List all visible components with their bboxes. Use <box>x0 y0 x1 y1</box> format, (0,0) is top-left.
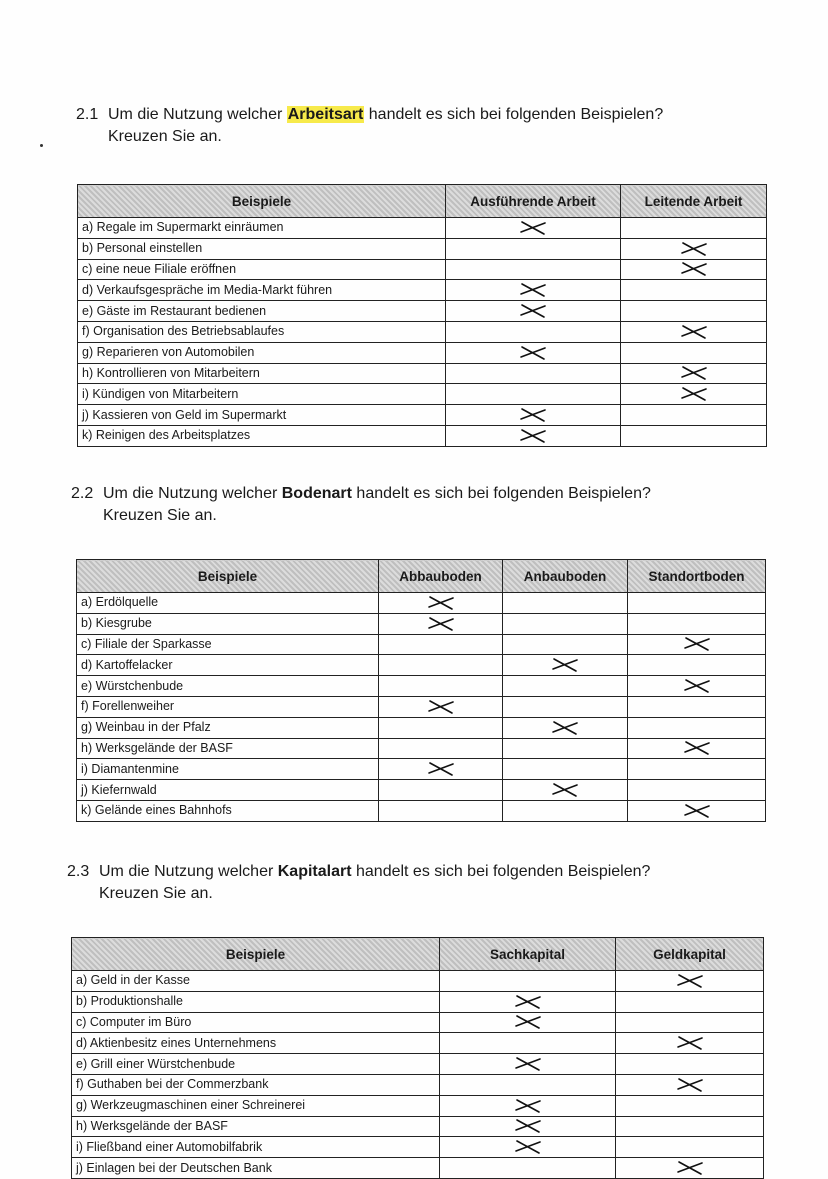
table-row <box>77 800 766 821</box>
table-arbeitsart <box>77 184 767 447</box>
check-cross-mark <box>677 363 711 384</box>
checkbox-cell[interactable] <box>440 1116 616 1137</box>
checkbox-cell[interactable] <box>440 1074 616 1095</box>
example-label: k) Reinigen des Arbeitsplatzes <box>78 425 446 446</box>
checkbox-cell[interactable] <box>503 800 628 821</box>
check-cross-mark <box>511 1095 545 1116</box>
example-label: e) Würstchenbude <box>77 676 379 697</box>
example-label: b) Produktionshalle <box>72 991 440 1012</box>
column-header: Ausführende Arbeit <box>446 185 621 218</box>
example-label: h) Werksgelände der BASF <box>72 1116 440 1137</box>
table-row <box>78 405 767 426</box>
table-row <box>72 1074 764 1095</box>
table-row <box>72 1054 764 1075</box>
column-header: Sachkapital <box>440 938 616 971</box>
checkbox-cell[interactable] <box>379 696 503 717</box>
checkbox-cell[interactable] <box>628 717 766 738</box>
checkbox-cell[interactable] <box>616 971 764 992</box>
check-cross-mark <box>511 991 545 1012</box>
table-row <box>78 425 767 446</box>
table-row <box>77 738 766 759</box>
checkbox-cell[interactable] <box>503 655 628 676</box>
question-2-3 <box>67 861 650 905</box>
checkbox-cell[interactable] <box>446 405 621 426</box>
check-cross-mark <box>680 634 714 655</box>
checkbox-cell[interactable] <box>503 738 628 759</box>
checkbox-cell[interactable] <box>628 780 766 801</box>
column-header: Leitende Arbeit <box>621 185 767 218</box>
column-header: Beispiele <box>77 560 379 593</box>
checkbox-cell[interactable] <box>628 634 766 655</box>
question-instruction: Kreuzen Sie an. <box>108 128 222 145</box>
checkbox-cell[interactable] <box>616 1137 764 1158</box>
checkbox-cell[interactable] <box>628 696 766 717</box>
table-row <box>78 384 767 405</box>
checkbox-cell[interactable] <box>621 301 767 322</box>
table-row <box>77 655 766 676</box>
checkbox-cell[interactable] <box>628 593 766 614</box>
check-cross-mark <box>511 1054 545 1075</box>
check-cross-mark <box>516 425 550 446</box>
example-label: c) eine neue Filiale eröffnen <box>78 259 446 280</box>
question-number: 2.1 <box>76 106 99 123</box>
checkbox-cell[interactable] <box>446 301 621 322</box>
checkbox-cell[interactable] <box>616 1095 764 1116</box>
checkbox-cell[interactable] <box>379 759 503 780</box>
example-label: k) Gelände eines Bahnhofs <box>77 800 379 821</box>
check-cross-mark <box>516 301 550 322</box>
checkbox-cell[interactable] <box>446 425 621 446</box>
table-row <box>77 593 766 614</box>
example-label: b) Kiesgrube <box>77 613 379 634</box>
example-label: a) Geld in der Kasse <box>72 971 440 992</box>
checkbox-cell[interactable] <box>621 384 767 405</box>
example-label: c) Filiale der Sparkasse <box>77 634 379 655</box>
example-label: g) Reparieren von Automobilen <box>78 342 446 363</box>
checkbox-cell[interactable] <box>503 676 628 697</box>
table-row <box>72 1158 764 1179</box>
table-row <box>77 696 766 717</box>
column-header: Anbauboden <box>503 560 628 593</box>
check-cross-mark <box>516 342 550 363</box>
check-cross-mark <box>516 405 550 426</box>
checkbox-cell[interactable] <box>379 613 503 634</box>
checkbox-cell[interactable] <box>379 800 503 821</box>
check-cross-mark <box>680 738 714 759</box>
checkbox-cell[interactable] <box>503 759 628 780</box>
check-cross-mark <box>677 238 711 259</box>
check-cross-mark <box>424 696 458 717</box>
check-cross-mark <box>511 1012 545 1033</box>
question-keyword: Kapitalart <box>277 863 352 880</box>
column-header: Standortboden <box>628 560 766 593</box>
checkbox-cell[interactable] <box>379 780 503 801</box>
table-row <box>77 613 766 634</box>
example-label: g) Weinbau in der Pfalz <box>77 717 379 738</box>
table-row <box>72 1095 764 1116</box>
checkbox-cell[interactable] <box>379 676 503 697</box>
checkbox-cell[interactable] <box>621 363 767 384</box>
check-cross-mark <box>673 1033 707 1054</box>
question-text-end: handelt es sich bei folgenden Beispielen? <box>351 863 651 880</box>
checkbox-cell[interactable] <box>446 218 621 239</box>
example-label: h) Kontrollieren von Mitarbeitern <box>78 363 446 384</box>
check-cross-mark <box>673 971 707 992</box>
check-cross-mark <box>511 1116 545 1137</box>
column-header: Beispiele <box>72 938 440 971</box>
example-label: e) Gäste im Restaurant bedienen <box>78 301 446 322</box>
column-header: Abbauboden <box>379 560 503 593</box>
example-label: j) Kassieren von Geld im Supermarkt <box>78 405 446 426</box>
checkbox-cell[interactable] <box>446 259 621 280</box>
question-text-start: Um die Nutzung welcher <box>99 863 278 880</box>
checkbox-cell[interactable] <box>621 425 767 446</box>
checkbox-cell[interactable] <box>621 321 767 342</box>
checkbox-cell[interactable] <box>621 218 767 239</box>
checkbox-cell[interactable] <box>503 780 628 801</box>
example-label: i) Kündigen von Mitarbeitern <box>78 384 446 405</box>
table-row <box>78 363 767 384</box>
check-cross-mark <box>424 613 458 634</box>
example-label: h) Werksgelände der BASF <box>77 738 379 759</box>
checkbox-cell[interactable] <box>440 1137 616 1158</box>
checkbox-cell[interactable] <box>503 696 628 717</box>
check-cross-mark <box>548 717 582 738</box>
check-cross-mark <box>677 384 711 405</box>
table-row <box>78 342 767 363</box>
table-row <box>72 1012 764 1033</box>
checkbox-cell[interactable] <box>628 613 766 634</box>
question-text-start: Um die Nutzung welcher <box>108 106 287 123</box>
table-row <box>72 1116 764 1137</box>
checkbox-cell[interactable] <box>628 759 766 780</box>
check-cross-mark <box>548 780 582 801</box>
checkbox-cell[interactable] <box>440 1033 616 1054</box>
question-number: 2.3 <box>67 863 90 880</box>
example-label: a) Regale im Supermarkt einräumen <box>78 218 446 239</box>
checkbox-cell[interactable] <box>616 1054 764 1075</box>
checkbox-cell[interactable] <box>503 634 628 655</box>
checkbox-cell[interactable] <box>379 655 503 676</box>
example-label: j) Einlagen bei der Deutschen Bank <box>72 1158 440 1179</box>
checkbox-cell[interactable] <box>616 1158 764 1179</box>
checkbox-cell[interactable] <box>616 1116 764 1137</box>
question-text-start: Um die Nutzung welcher <box>103 485 282 502</box>
question-text-end: handelt es sich bei folgenden Beispielen? <box>351 485 651 502</box>
checkbox-cell[interactable] <box>628 676 766 697</box>
checkbox-cell[interactable] <box>440 1158 616 1179</box>
question-keyword: Bodenart <box>281 485 352 502</box>
table-row <box>78 218 767 239</box>
table-row <box>78 238 767 259</box>
check-cross-mark <box>680 800 714 821</box>
stray-dot <box>40 144 43 147</box>
example-label: e) Grill einer Würstchenbude <box>72 1054 440 1075</box>
example-label: d) Kartoffelacker <box>77 655 379 676</box>
check-cross-mark <box>516 280 550 301</box>
question-number: 2.2 <box>71 485 94 502</box>
example-label: i) Fließband einer Automobilfabrik <box>72 1137 440 1158</box>
checkbox-cell[interactable] <box>503 593 628 614</box>
check-cross-mark <box>424 759 458 780</box>
checkbox-cell[interactable] <box>440 1054 616 1075</box>
table-row <box>77 634 766 655</box>
table-header-row <box>78 185 767 218</box>
column-header: Geldkapital <box>616 938 764 971</box>
checkbox-cell[interactable] <box>628 738 766 759</box>
checkbox-cell[interactable] <box>379 634 503 655</box>
check-cross-mark <box>548 655 582 676</box>
example-label: f) Organisation des Betriebsablaufes <box>78 321 446 342</box>
checkbox-cell[interactable] <box>616 991 764 1012</box>
example-label: j) Kiefernwald <box>77 780 379 801</box>
checkbox-cell[interactable] <box>446 363 621 384</box>
table-row <box>77 676 766 697</box>
table-header-row <box>72 938 764 971</box>
check-cross-mark <box>677 259 711 280</box>
question-instruction: Kreuzen Sie an. <box>103 507 217 524</box>
check-cross-mark <box>511 1137 545 1158</box>
checkbox-cell[interactable] <box>379 593 503 614</box>
checkbox-cell[interactable] <box>503 613 628 634</box>
checkbox-cell[interactable] <box>446 342 621 363</box>
checkbox-cell[interactable] <box>503 717 628 738</box>
example-label: d) Verkaufsgespräche im Media-Markt führen <box>78 280 446 301</box>
table-row <box>78 321 767 342</box>
check-cross-mark <box>424 593 458 614</box>
example-label: d) Aktienbesitz eines Unternehmens <box>72 1033 440 1054</box>
table-row <box>72 991 764 1012</box>
checkbox-cell[interactable] <box>621 259 767 280</box>
checkbox-cell[interactable] <box>616 1074 764 1095</box>
check-cross-mark <box>677 321 711 342</box>
table-row <box>77 717 766 738</box>
checkbox-cell[interactable] <box>379 738 503 759</box>
checkbox-cell[interactable] <box>621 280 767 301</box>
checkbox-cell[interactable] <box>446 384 621 405</box>
check-cross-mark <box>680 676 714 697</box>
table-row <box>72 1033 764 1054</box>
table-row <box>78 301 767 322</box>
checkbox-cell[interactable] <box>440 1095 616 1116</box>
table-header-row <box>77 560 766 593</box>
checkbox-cell[interactable] <box>440 971 616 992</box>
checkbox-cell[interactable] <box>446 280 621 301</box>
table-bodenart <box>76 559 766 822</box>
table-row <box>78 259 767 280</box>
checkbox-cell[interactable] <box>616 1033 764 1054</box>
example-label: b) Personal einstellen <box>78 238 446 259</box>
checkbox-cell[interactable] <box>628 800 766 821</box>
table-row <box>77 780 766 801</box>
question-keyword: Arbeitsart <box>287 106 364 123</box>
check-cross-mark <box>673 1074 707 1095</box>
table-row <box>72 1137 764 1158</box>
check-cross-mark <box>516 218 550 239</box>
check-cross-mark <box>673 1158 707 1179</box>
checkbox-cell[interactable] <box>440 991 616 1012</box>
example-label: i) Diamantenmine <box>77 759 379 780</box>
table-row <box>78 280 767 301</box>
checkbox-cell[interactable] <box>621 238 767 259</box>
example-label: f) Forellenweiher <box>77 696 379 717</box>
table-row <box>77 759 766 780</box>
example-label: a) Erdölquelle <box>77 593 379 614</box>
question-instruction: Kreuzen Sie an. <box>99 885 213 902</box>
example-label: f) Guthaben bei der Commerzbank <box>72 1074 440 1095</box>
checkbox-cell[interactable] <box>446 321 621 342</box>
checkbox-cell[interactable] <box>446 238 621 259</box>
checkbox-cell[interactable] <box>628 655 766 676</box>
question-text-end: handelt es sich bei folgenden Beispielen? <box>364 106 664 123</box>
column-header: Beispiele <box>78 185 446 218</box>
table-kapitalart <box>71 937 764 1179</box>
checkbox-cell[interactable] <box>621 342 767 363</box>
checkbox-cell[interactable] <box>440 1012 616 1033</box>
example-label: c) Computer im Büro <box>72 1012 440 1033</box>
question-2-2 <box>71 483 651 527</box>
example-label: g) Werkzeugmaschinen einer Schreinerei <box>72 1095 440 1116</box>
checkbox-cell[interactable] <box>616 1012 764 1033</box>
table-row <box>72 971 764 992</box>
checkbox-cell[interactable] <box>379 717 503 738</box>
checkbox-cell[interactable] <box>621 405 767 426</box>
question-2-1 <box>76 104 663 148</box>
